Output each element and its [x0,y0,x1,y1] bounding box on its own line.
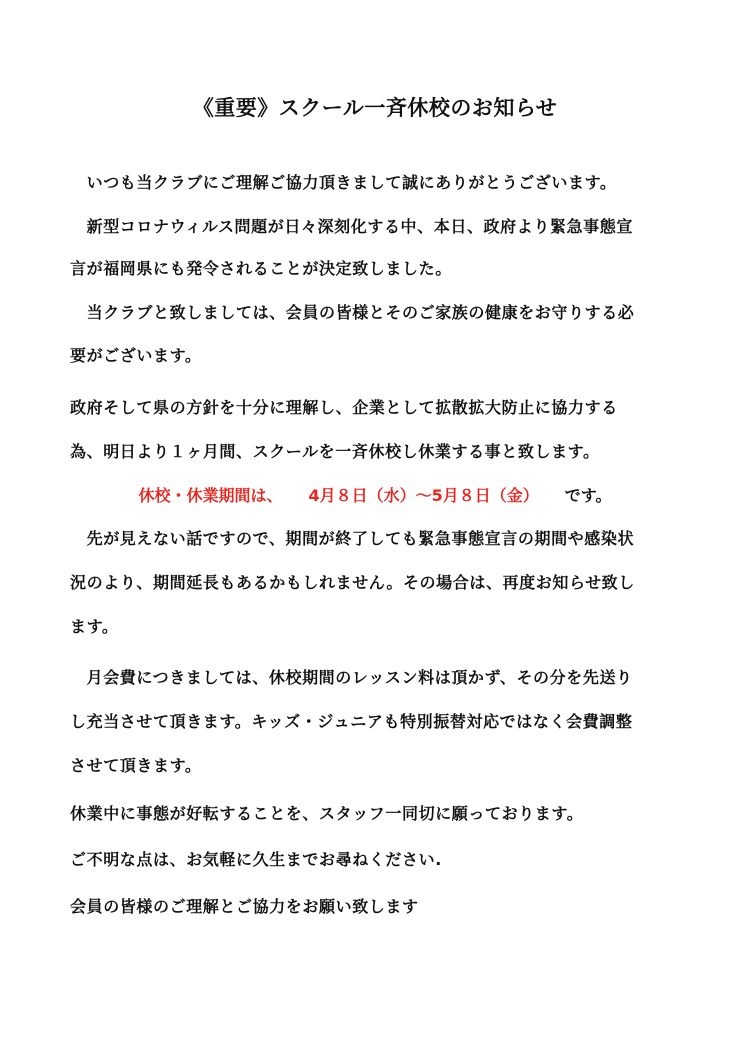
paragraph-line-12: し充当させて頂きます。キッズ・ジュニアも特別振替対応ではなく会費調整 [70,712,633,731]
page-title: 《重要》スクール一斉休校のお知らせ [192,96,558,120]
paragraph-line-10: ます。 [70,617,119,636]
paragraph-line-7: 為、明日より１ヶ月間、スクールを一斉休校し休業する事と致します。 [70,442,600,461]
closure-period-line [0,484,750,508]
paragraph-line-1: いつも当クラブにご理解ご協力頂きまして誠にありがとうございます。 [70,173,617,192]
paragraph-line-13: させて頂きます。 [70,756,202,775]
paragraph-line-4: 当クラブと致しましては、会員の皆様とそのご家族の健康をお守りする必 [70,303,635,322]
paragraph-line-15: ご不明な点は、お気軽に久生までお尋ねください. [70,850,442,869]
paragraph-line-2: 新型コロナウィルス問題が日々深刻化する中、本日、政府より緊急事態宣 [70,217,633,236]
paragraph-line-11: 月会費につきましては、休校期間のレッスン料は頂かず、その分を先送り [70,668,633,687]
paragraph-line-6: 政府そして県の方針を十分に理解し、企業として拡散拡大防止に協力する [70,398,618,417]
paragraph-line-5: 要がございます。 [70,346,202,365]
closure-period-suffix: です。 [564,486,612,505]
paragraph-line-14: 休業中に事態が好転することを、スタッフ一同切に願っております。 [70,804,584,823]
paragraph-line-3: 言が福岡県にも発令されることが決定致しました。 [70,259,452,278]
paragraph-line-16: 会員の皆様のご理解とご協力をお願い致します [70,897,419,916]
closure-period-dates: 4月８日（水）～5月８日（金） [308,486,539,505]
paragraph-line-9: 況のより、期間延長もあるかもしれません。その場合は、再度お知らせ致し [70,573,635,592]
paragraph-line-8: 先が見えない話ですので、期間が終了しても緊急事態宣言の期間や感染状 [70,529,635,548]
closure-period-label: 休校・休業期間は、 [138,486,283,505]
